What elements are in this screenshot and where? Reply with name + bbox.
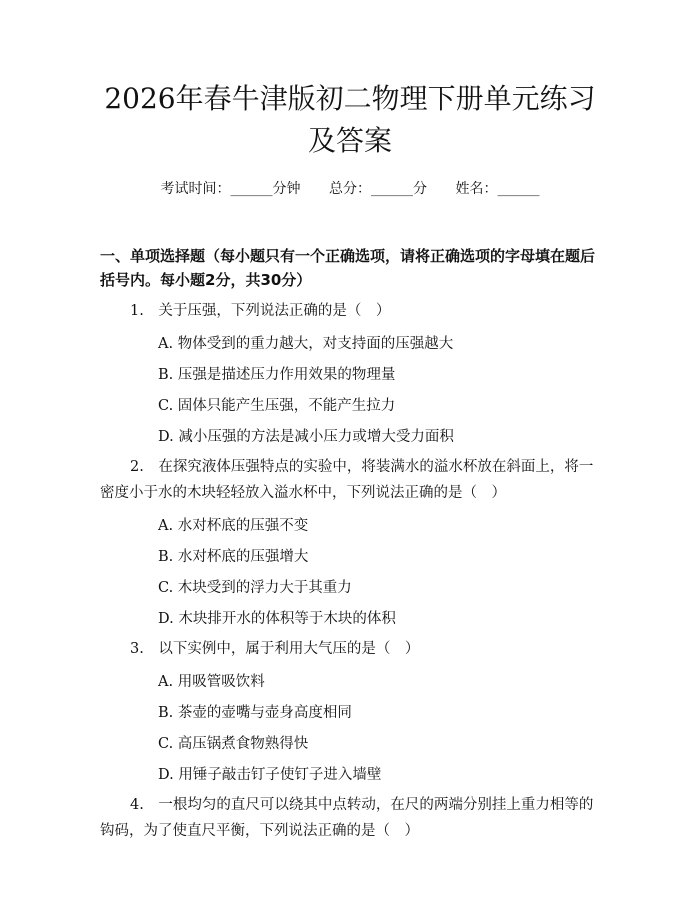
- question-3: 3. 以下实例中，属于利用大气压的是（ ）: [130, 641, 420, 657]
- option-c: C. 木块受到的浮力大于其重力: [158, 580, 352, 596]
- document-title: 2026年春牛津版初二物理下册单元练习及答案: [104, 82, 596, 157]
- option-b: B. 水对杯底的压强增大: [158, 549, 309, 565]
- option-c: C. 高压锅煮食物熟得快: [158, 736, 309, 752]
- exam-info: [100, 178, 600, 198]
- option-d: D. 木块排开水的体积等于木块的体积: [158, 611, 396, 627]
- question-2-options: [100, 515, 600, 630]
- student-name: 姓名：______: [455, 181, 540, 197]
- option-b: B. 压强是描述压力作用效果的物理量: [158, 367, 396, 383]
- question-2: 2. 在探究液体压强特点的实验中，将装满水的溢水杯放在斜面上，将一密度小于水的木块轻轻放入溢水杯中，下列说法正确的是（ ）: [100, 459, 594, 501]
- exam-time: 考试时间：______分钟: [160, 181, 301, 197]
- option-a: A. 物体受到的重力越大，对支持面的压强越大: [158, 336, 454, 352]
- option-c: C. 固体只能产生压强，不能产生拉力: [158, 398, 396, 414]
- question-1: 1. 关于压强，下列说法正确的是（ ）: [130, 303, 391, 319]
- option-d: D. 用锤子敲击钉子使钉子进入墙壁: [158, 767, 382, 783]
- section-heading-single-choice: 一、单项选择题（每小题只有一个正确选项，请将正确选项的字母填在题后括号内。每小题2分，共30分）: [100, 247, 596, 289]
- question-3-options: [100, 671, 600, 786]
- option-a: A. 水对杯底的压强不变: [158, 518, 309, 534]
- option-b: B. 茶壶的壶嘴与壶身高度相同: [158, 705, 352, 721]
- option-a: A. 用吸管吸饮料: [158, 674, 265, 690]
- total-score: 总分：______分: [329, 181, 427, 197]
- option-d: D. 减小压强的方法是减小压力或增大受力面积: [158, 429, 454, 445]
- question-4: 4. 一根均匀的直尺可以绕其中点转动，在尺的两端分别挂上重力相等的钩码，为了使直尺平衡，下列说法正确的是（ ）: [100, 797, 594, 839]
- question-1-options: [100, 333, 600, 448]
